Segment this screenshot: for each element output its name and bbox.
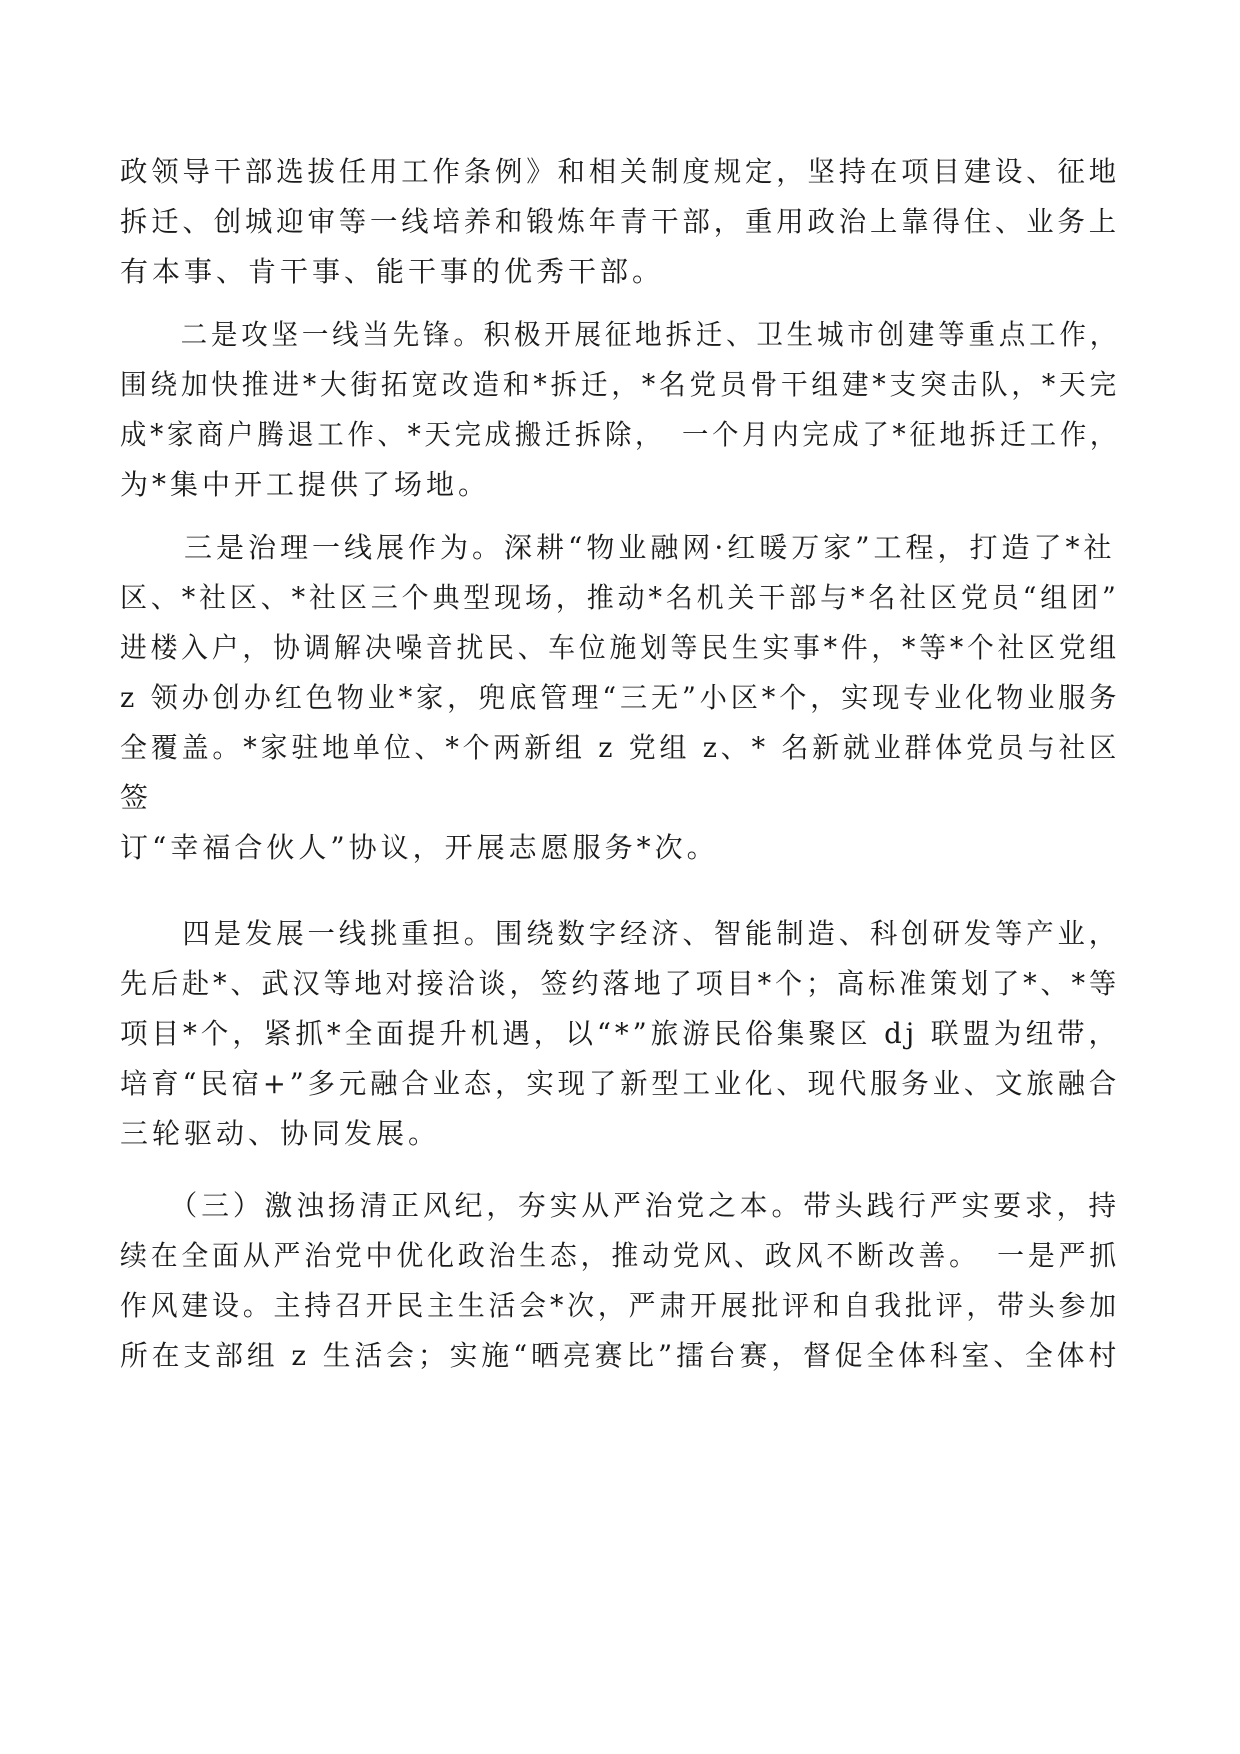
paragraph-development bbox=[120, 909, 1120, 1159]
text-line: （三）激浊扬清正风纪，夯实从严治党之本。带头践行严实要求，持 bbox=[120, 1189, 1121, 1222]
text-line: 全覆盖。*家驻地单位、*个两新组 z 党组 z、* 名新就业群体党员与社区 bbox=[120, 731, 1121, 764]
text-line: 订“幸福合伙人”协议，开展志愿服务*次。 bbox=[120, 831, 719, 864]
text-line: 续在全面从严治党中优化政治生态，推动党风、政风不断改善。 一是严抓 bbox=[120, 1239, 1121, 1272]
paragraph-cadre-selection bbox=[120, 147, 1120, 297]
text-line: 围绕加快推进*大街拓宽改造和*拆迁，*名党员骨干组建*支突击队，*天完 bbox=[120, 368, 1121, 401]
text-line: 有本事、肯干事、能干事的优秀干部。 bbox=[120, 255, 665, 288]
text-line: 四是发展一线挑重担。围绕数字经济、智能制造、科创研发等产业， bbox=[120, 917, 1121, 950]
paragraph-governance bbox=[120, 523, 1120, 873]
text-line: 政领导干部选拔任用工作条例》和相关制度规定，坚持在项目建设、征地 bbox=[120, 155, 1121, 188]
text-line: 项目*个，紧抓*全面提升机遇，以“*”旅游民俗集聚区 dj 联盟为纽带， bbox=[120, 1017, 1121, 1050]
text-line: 作风建设。主持召开民主生活会*次，严肃开展批评和自我批评，带头参加 bbox=[120, 1289, 1121, 1322]
text-line: 进楼入户，协调解决噪音扰民、车位施划等民生实事*件，*等*个社区党组 bbox=[120, 631, 1121, 664]
text-line: 区、*社区、*社区三个典型现场，推动*名机关干部与*名社区党员“组团” bbox=[120, 581, 1120, 614]
text-line: 先后赴*、武汉等地对接洽谈，签约落地了项目*个；高标准策划了*、*等 bbox=[120, 967, 1121, 1000]
text-line: 培育“民宿+”多元融合业态，实现了新型工业化、现代服务业、文旅融合 bbox=[120, 1067, 1121, 1100]
text-line: 二是攻坚一线当先锋。积极开展征地拆迁、卫生城市创建等重点工作， bbox=[120, 318, 1121, 351]
text-line: 签 bbox=[120, 781, 153, 814]
text-line: 三轮驱动、协同发展。 bbox=[120, 1117, 441, 1150]
text-line: 为*集中开工提供了场地。 bbox=[120, 468, 491, 501]
text-line: 三是治理一线展作为。深耕“物业融网·红暖万家”工程，打造了*社 bbox=[120, 531, 1116, 564]
text-line: 所在支部组 z 生活会；实施“晒亮赛比”擂台赛，督促全体科室、全体村 bbox=[120, 1339, 1121, 1372]
paragraph-pioneer bbox=[120, 310, 1120, 510]
text-line: 成*家商户腾退工作、*天完成搬迁拆除， 一个月内完成了*征地拆迁工作， bbox=[120, 418, 1121, 451]
text-line: z 领办创办红色物业*家，兜底管理“三无”小区*个，实现专业化物业服务 bbox=[120, 681, 1121, 714]
paragraph-discipline bbox=[120, 1181, 1120, 1381]
text-line: 拆迁、创城迎审等一线培养和锻炼年青干部，重用政治上靠得住、业务上 bbox=[120, 205, 1121, 238]
